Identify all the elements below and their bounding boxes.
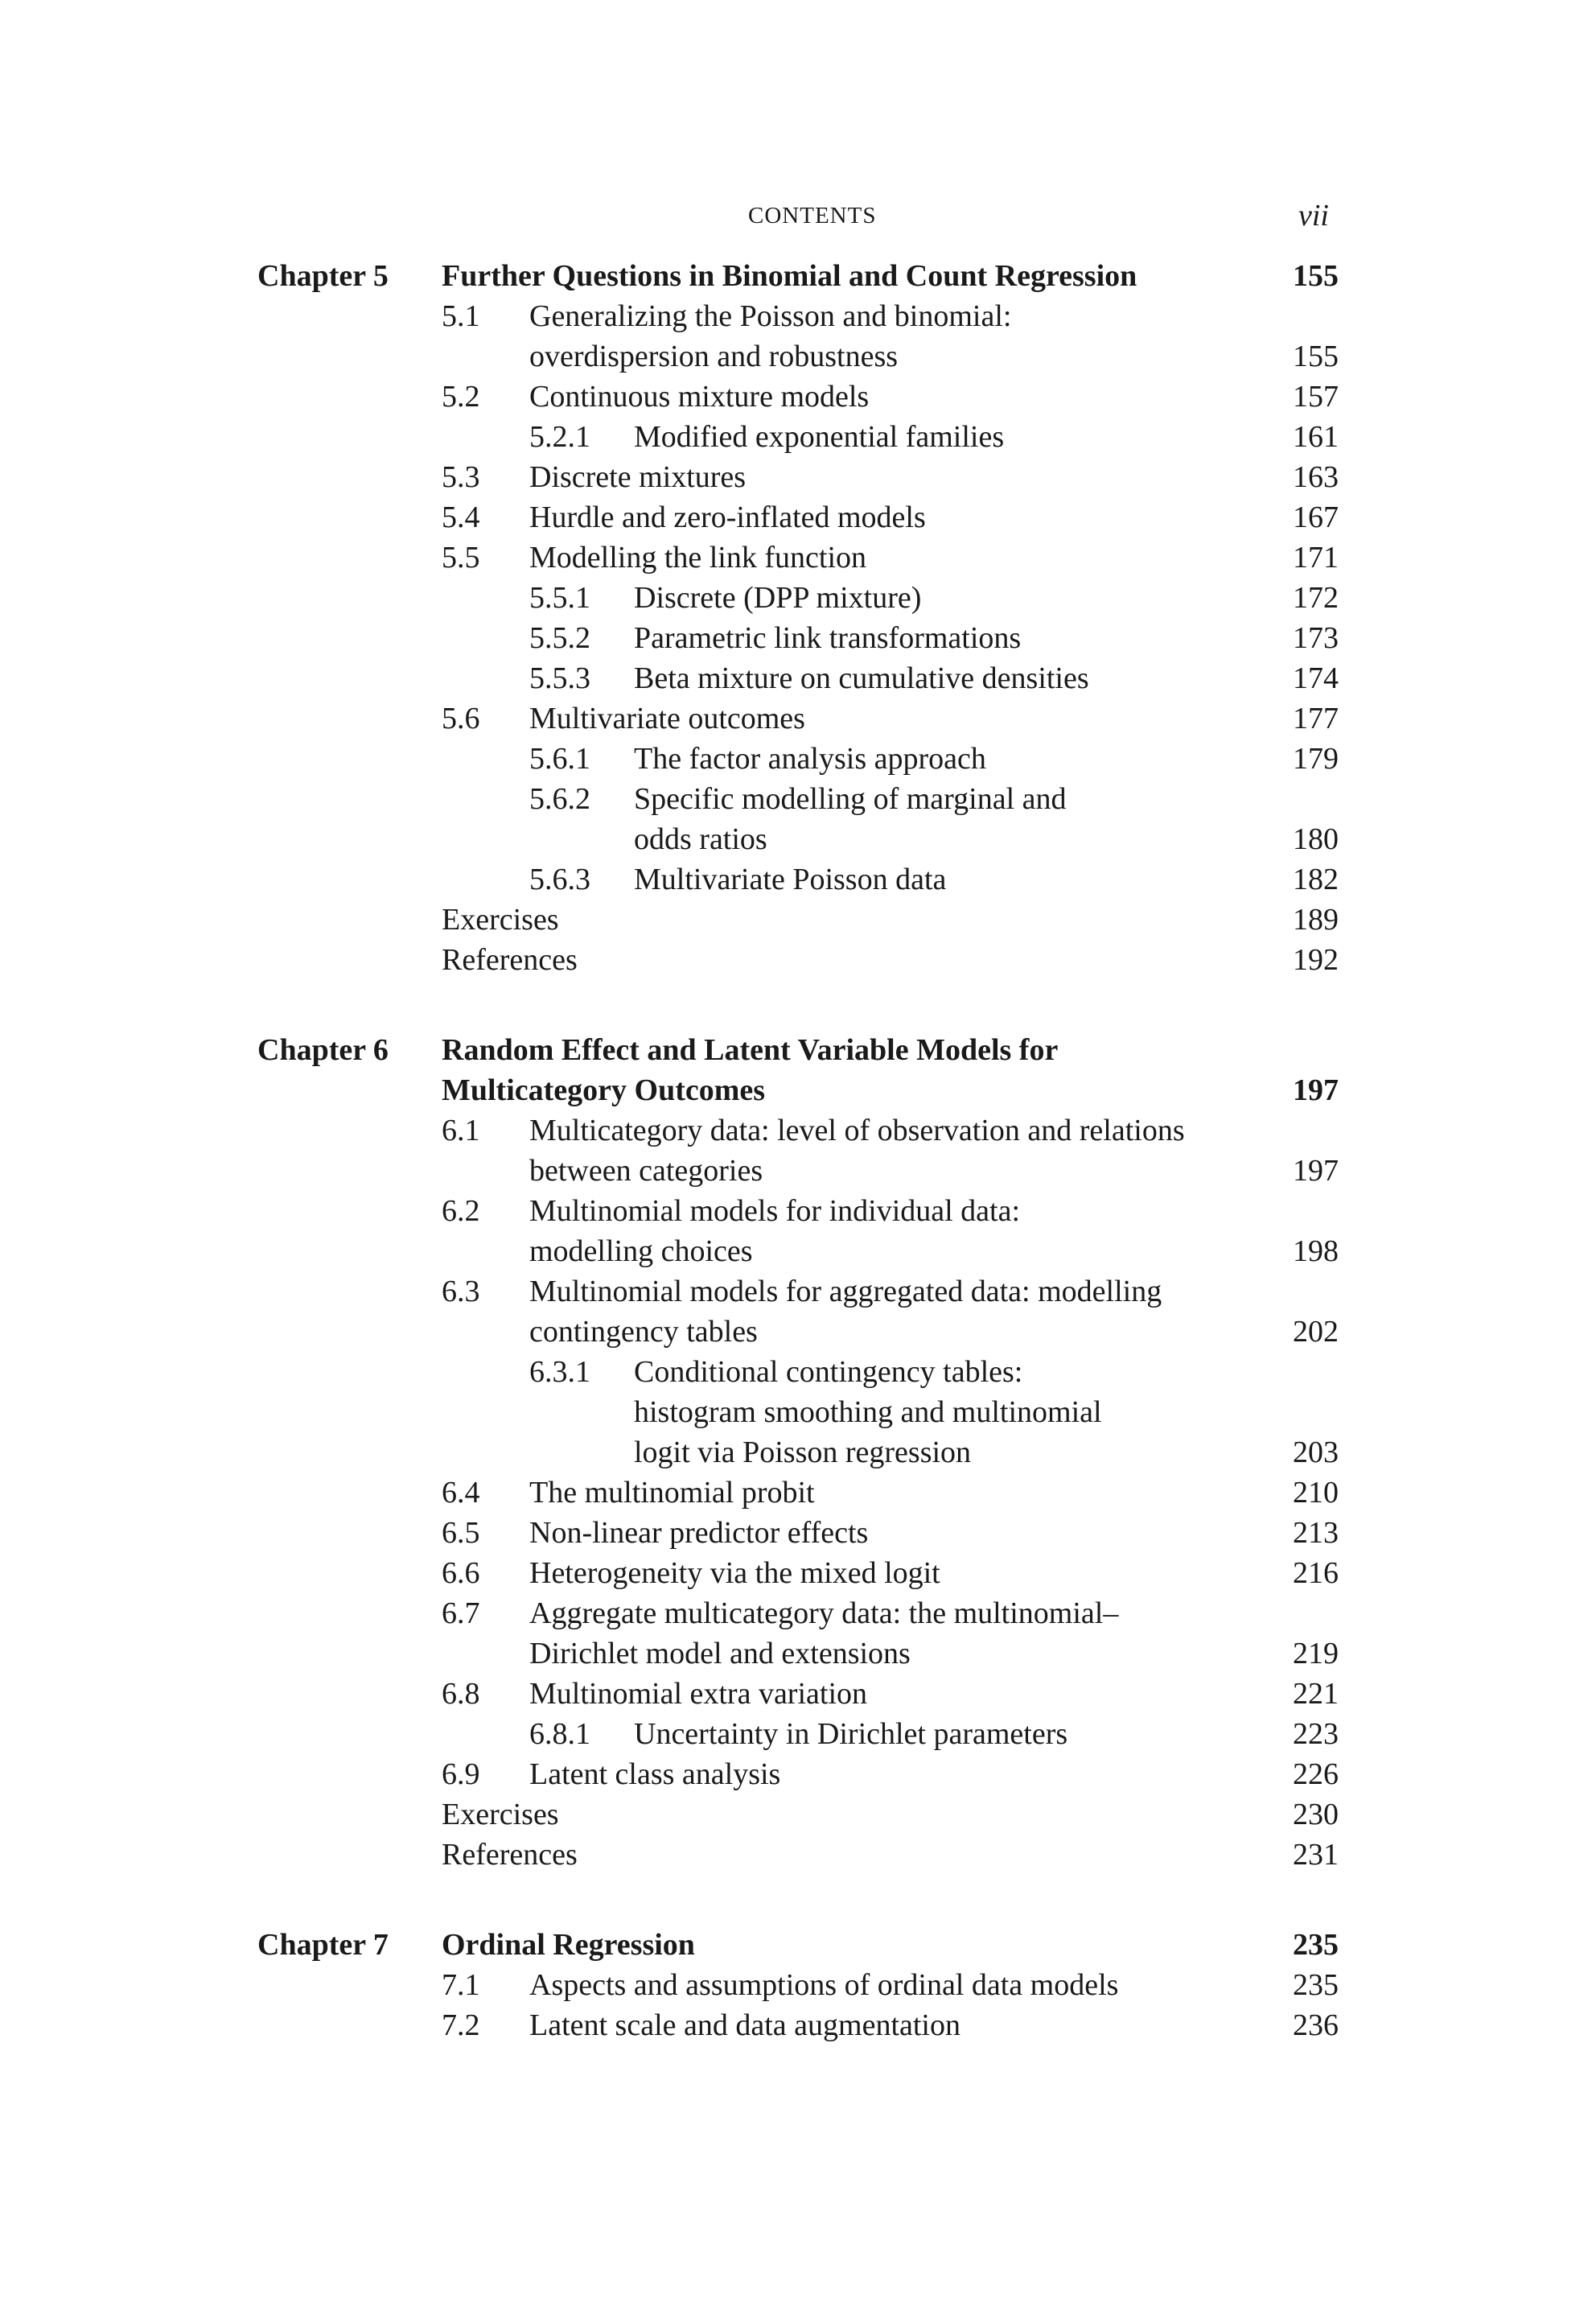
entry-title: The factor analysis approach bbox=[634, 742, 986, 776]
section-number: 5.5 bbox=[442, 541, 480, 575]
entry-page-number: 197 bbox=[1293, 1154, 1339, 1188]
entry-title: histogram smoothing and multinomial bbox=[634, 1395, 1102, 1429]
entry-title: Non-linear predictor effects bbox=[529, 1516, 869, 1550]
chapter-block bbox=[0, 256, 1596, 980]
entry-page-number: 192 bbox=[1293, 943, 1339, 977]
entry-page-number: 172 bbox=[1293, 581, 1339, 615]
section-row bbox=[0, 1754, 1596, 1794]
entry-page-number: 213 bbox=[1293, 1516, 1339, 1550]
entry-title: The multinomial probit bbox=[529, 1476, 815, 1510]
subsection-number: 5.5.3 bbox=[529, 661, 590, 695]
section-row bbox=[0, 1633, 1596, 1674]
section-row bbox=[0, 1473, 1596, 1513]
subsection-number: 5.5.1 bbox=[529, 581, 590, 615]
section-number: 6.1 bbox=[442, 1114, 480, 1147]
entry-title: Exercises bbox=[442, 903, 559, 937]
section-row bbox=[0, 538, 1596, 578]
section-row bbox=[0, 497, 1596, 538]
entry-page-number: 221 bbox=[1293, 1677, 1339, 1711]
subsection-number: 5.2.1 bbox=[529, 420, 590, 454]
section-number: 6.6 bbox=[442, 1556, 480, 1590]
section-row bbox=[0, 1312, 1596, 1352]
entry-title: Continuous mixture models bbox=[529, 380, 870, 414]
entry-title: Parametric link transformations bbox=[634, 621, 1022, 655]
chapter-title: Ordinal Regression bbox=[442, 1928, 695, 1962]
entry-title: Uncertainty in Dirichlet parameters bbox=[634, 1717, 1068, 1751]
section-number: 6.4 bbox=[442, 1476, 480, 1510]
entry-page-number: 173 bbox=[1293, 621, 1339, 655]
section-row bbox=[0, 1553, 1596, 1593]
section-row bbox=[0, 698, 1596, 739]
entry-page-number: 189 bbox=[1293, 903, 1339, 937]
entry-page-number: 180 bbox=[1293, 822, 1339, 856]
section-number: 5.4 bbox=[442, 500, 480, 534]
chapter-block bbox=[0, 1925, 1596, 2045]
chapter-heading-row bbox=[0, 1070, 1596, 1110]
entry-title: References bbox=[442, 1838, 578, 1872]
chapter-page-number: 155 bbox=[1293, 259, 1339, 293]
entry-page-number: 235 bbox=[1293, 1968, 1339, 2002]
entry-page-number: 230 bbox=[1293, 1798, 1339, 1831]
entry-page-number: 236 bbox=[1293, 2008, 1339, 2042]
subsection-row bbox=[0, 819, 1596, 859]
section-number: 5.1 bbox=[442, 299, 480, 333]
entry-page-number: 231 bbox=[1293, 1838, 1339, 1872]
backmatter-row bbox=[0, 1835, 1596, 1875]
entry-page-number: 226 bbox=[1293, 1757, 1339, 1791]
running-header bbox=[0, 198, 1596, 238]
chapter-spacer bbox=[0, 980, 1596, 1030]
backmatter-row bbox=[0, 940, 1596, 980]
entry-page-number: 177 bbox=[1293, 702, 1339, 735]
subsection-number: 6.8.1 bbox=[529, 1717, 590, 1751]
section-number: 6.7 bbox=[442, 1596, 480, 1630]
section-row bbox=[0, 1271, 1596, 1312]
subsection-row bbox=[0, 417, 1596, 457]
subsection-number: 5.5.2 bbox=[529, 621, 590, 655]
section-row bbox=[0, 1110, 1596, 1151]
entry-title: logit via Poisson regression bbox=[634, 1435, 972, 1469]
running-header-title: CONTENTS bbox=[748, 203, 877, 229]
section-row bbox=[0, 1965, 1596, 2005]
chapter-page-number: 197 bbox=[1293, 1073, 1339, 1107]
entry-title: References bbox=[442, 943, 578, 977]
section-number: 7.1 bbox=[442, 1968, 480, 2002]
entry-page-number: 157 bbox=[1293, 380, 1339, 414]
entry-title: Exercises bbox=[442, 1798, 559, 1831]
chapter-title: Multicategory Outcomes bbox=[442, 1073, 766, 1107]
entry-page-number: 210 bbox=[1293, 1476, 1339, 1510]
chapter-heading-row bbox=[0, 256, 1596, 296]
entry-title: Multicategory data: level of observation and relations bbox=[529, 1114, 1185, 1147]
entry-title: Discrete mixtures bbox=[529, 460, 747, 494]
subsection-row bbox=[0, 1714, 1596, 1754]
entry-page-number: 219 bbox=[1293, 1637, 1339, 1670]
entry-page-number: 163 bbox=[1293, 460, 1339, 494]
entry-title: Latent class analysis bbox=[529, 1757, 781, 1791]
entry-title: Multinomial extra variation bbox=[529, 1677, 868, 1711]
entry-page-number: 182 bbox=[1293, 863, 1339, 896]
entry-page-number: 174 bbox=[1293, 661, 1339, 695]
entry-title: Dirichlet model and extensions bbox=[529, 1637, 911, 1670]
section-row bbox=[0, 296, 1596, 336]
entry-title: Latent scale and data augmentation bbox=[529, 2008, 960, 2042]
backmatter-row bbox=[0, 1794, 1596, 1835]
entry-title: Multinomial models for individual data: bbox=[529, 1194, 1021, 1228]
chapter-label: Chapter 5 bbox=[257, 259, 389, 293]
entry-page-number: 155 bbox=[1293, 340, 1339, 373]
entry-title: modelling choices bbox=[529, 1234, 753, 1268]
entry-title: Modified exponential families bbox=[634, 420, 1005, 454]
section-number: 5.2 bbox=[442, 380, 480, 414]
entry-title: odds ratios bbox=[634, 822, 767, 856]
subsection-row bbox=[0, 658, 1596, 698]
section-number: 5.3 bbox=[442, 460, 480, 494]
page-number: vii bbox=[1298, 199, 1329, 233]
section-row bbox=[0, 377, 1596, 417]
entry-page-number: 198 bbox=[1293, 1234, 1339, 1268]
section-number: 6.3 bbox=[442, 1275, 480, 1308]
section-number: 5.6 bbox=[442, 702, 480, 735]
subsection-row bbox=[0, 578, 1596, 618]
backmatter-row bbox=[0, 900, 1596, 940]
section-row bbox=[0, 457, 1596, 497]
section-number: 6.9 bbox=[442, 1757, 480, 1791]
subsection-row bbox=[0, 1392, 1596, 1432]
entry-title: Heterogeneity via the mixed logit bbox=[529, 1556, 940, 1590]
subsection-row bbox=[0, 739, 1596, 779]
chapter-page-number: 235 bbox=[1293, 1928, 1339, 1962]
entry-title: Modelling the link function bbox=[529, 541, 867, 575]
section-row bbox=[0, 1191, 1596, 1231]
entry-title: Multivariate Poisson data bbox=[634, 863, 947, 896]
subsection-row bbox=[0, 618, 1596, 658]
table-of-contents bbox=[0, 256, 1596, 2045]
section-number: 7.2 bbox=[442, 2008, 480, 2042]
subsection-number: 5.6.2 bbox=[529, 782, 590, 816]
entry-title: Multivariate outcomes bbox=[529, 702, 805, 735]
entry-title: Hurdle and zero-inflated models bbox=[529, 500, 926, 534]
section-row bbox=[0, 1231, 1596, 1271]
entry-page-number: 179 bbox=[1293, 742, 1339, 776]
subsection-number: 5.6.3 bbox=[529, 863, 590, 896]
entry-title: Discrete (DPP mixture) bbox=[634, 581, 922, 615]
section-number: 6.2 bbox=[442, 1194, 480, 1228]
entry-page-number: 167 bbox=[1293, 500, 1339, 534]
entry-page-number: 161 bbox=[1293, 420, 1339, 454]
section-row bbox=[0, 336, 1596, 377]
subsection-row bbox=[0, 779, 1596, 819]
entry-title: Generalizing the Poisson and binomial: bbox=[529, 299, 1012, 333]
section-row bbox=[0, 2005, 1596, 2045]
section-row bbox=[0, 1674, 1596, 1714]
subsection-number: 5.6.1 bbox=[529, 742, 590, 776]
chapter-label: Chapter 6 bbox=[257, 1033, 389, 1067]
entry-title: Specific modelling of marginal and bbox=[634, 782, 1067, 816]
chapter-title: Further Questions in Binomial and Count Regression bbox=[442, 259, 1137, 293]
entry-title: between categories bbox=[529, 1154, 763, 1188]
entry-page-number: 216 bbox=[1293, 1556, 1339, 1590]
subsection-row bbox=[0, 1352, 1596, 1392]
entry-title: Aggregate multicategory data: the multinomial– bbox=[529, 1596, 1119, 1630]
subsection-number: 6.3.1 bbox=[529, 1355, 590, 1389]
chapter-heading-row bbox=[0, 1925, 1596, 1965]
entry-page-number: 171 bbox=[1293, 541, 1339, 575]
section-row bbox=[0, 1593, 1596, 1633]
entry-title: Beta mixture on cumulative densities bbox=[634, 661, 1089, 695]
entry-title: overdispersion and robustness bbox=[529, 340, 899, 373]
subsection-row bbox=[0, 1432, 1596, 1473]
chapter-heading-row bbox=[0, 1030, 1596, 1070]
section-number: 6.8 bbox=[442, 1677, 480, 1711]
section-row bbox=[0, 1151, 1596, 1191]
section-number: 6.5 bbox=[442, 1516, 480, 1550]
entry-title: Multinomial models for aggregated data: modelling bbox=[529, 1275, 1162, 1308]
section-row bbox=[0, 1513, 1596, 1553]
entry-title: Conditional contingency tables: bbox=[634, 1355, 1023, 1389]
entry-title: contingency tables bbox=[529, 1315, 758, 1349]
chapter-label: Chapter 7 bbox=[257, 1928, 389, 1962]
entry-page-number: 202 bbox=[1293, 1315, 1339, 1349]
entry-page-number: 223 bbox=[1293, 1717, 1339, 1751]
subsection-row bbox=[0, 859, 1596, 900]
chapter-title: Random Effect and Latent Variable Models for bbox=[442, 1033, 1059, 1067]
entry-page-number: 203 bbox=[1293, 1435, 1339, 1469]
entry-title: Aspects and assumptions of ordinal data models bbox=[529, 1968, 1119, 2002]
chapter-block bbox=[0, 1030, 1596, 1875]
chapter-spacer bbox=[0, 1875, 1596, 1925]
